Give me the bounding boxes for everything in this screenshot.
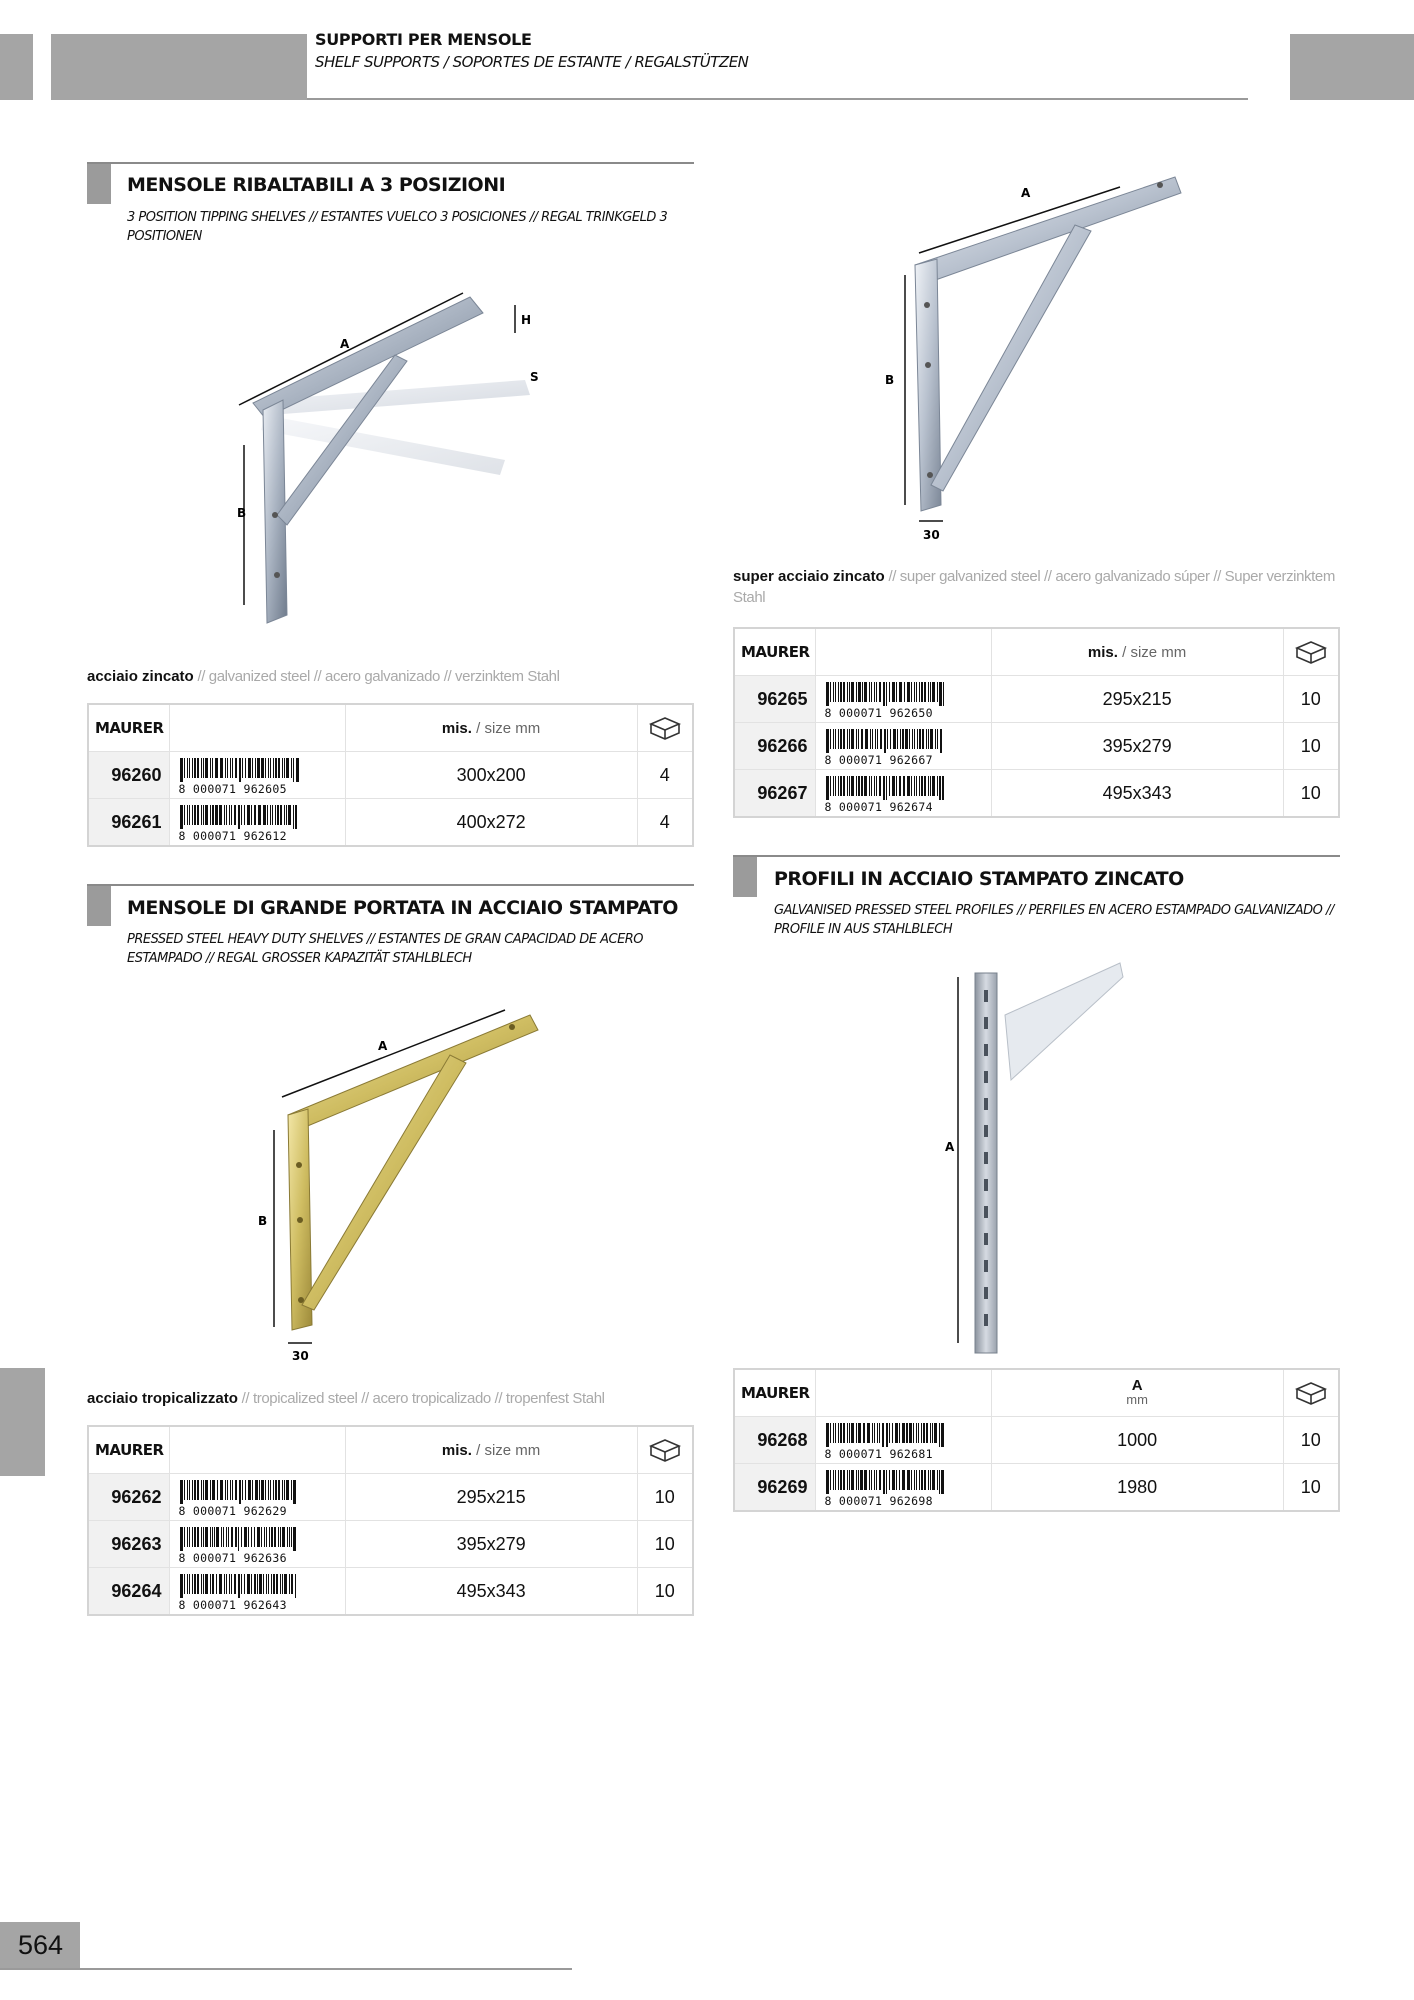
barcode-icon <box>180 1574 300 1598</box>
barcode <box>170 752 345 799</box>
barcode <box>816 1464 991 1512</box>
barcode-icon <box>180 1480 300 1504</box>
package-column-header <box>637 704 693 752</box>
package-box-icon <box>648 1437 682 1463</box>
package-quantity: 10 <box>1283 1464 1339 1512</box>
barcode <box>816 1417 991 1464</box>
right-edge-tab <box>1290 34 1414 100</box>
dim-label-s: S <box>530 370 539 384</box>
barcode <box>816 723 991 770</box>
section-marker <box>87 164 111 204</box>
length-column-header: A mm <box>991 1369 1283 1417</box>
section-marker <box>87 886 111 926</box>
dim-label-a: A <box>1021 186 1031 200</box>
table-row <box>88 799 693 847</box>
package-quantity: 10 <box>637 1568 693 1616</box>
barcode-icon <box>180 1527 300 1551</box>
super-galvanized-bracket-image <box>875 165 1205 550</box>
dim-label-h: H <box>521 313 532 327</box>
product-table <box>733 1368 1340 1512</box>
barcode <box>170 1474 345 1521</box>
product-code: 96268 <box>734 1417 816 1464</box>
product-size: 300x200 <box>345 752 637 799</box>
product-size: 395x279 <box>345 1521 637 1568</box>
section-title: MENSOLE DI GRANDE PORTATA IN ACCIAIO STAMPATO <box>127 897 678 919</box>
dim-label-b: B <box>237 506 247 520</box>
size-column-header: mis. / size mm <box>991 628 1283 676</box>
product-code: 96261 <box>88 799 170 847</box>
dim-label-30: 30 <box>292 1349 309 1363</box>
section-subtitle: PRESSED STEEL HEAVY DUTY SHELVES // ESTANTES DE GRAN CAPACIDAD DE ACERO ESTAMPADO // REGAL GROSSER KAPAZITÄT STAHLBLECH <box>127 932 644 966</box>
barcode <box>816 676 991 723</box>
product-size: 495x343 <box>345 1568 637 1616</box>
package-quantity: 10 <box>1283 770 1339 818</box>
section-rule <box>87 162 694 164</box>
dim-label-b: B <box>885 373 895 387</box>
product-length: 1980 <box>991 1464 1283 1512</box>
product-size: 295x215 <box>345 1474 637 1521</box>
product-code: 96267 <box>734 770 816 818</box>
section-marker <box>733 857 757 897</box>
dim-label-a: A <box>340 337 350 351</box>
table-row <box>734 770 1339 818</box>
table-row <box>734 1417 1339 1464</box>
package-box-icon <box>1294 1380 1328 1406</box>
barcode-icon <box>826 1470 946 1494</box>
product-code: 96264 <box>88 1568 170 1616</box>
table-row <box>734 723 1339 770</box>
table-row <box>734 676 1339 723</box>
package-quantity: 10 <box>1283 676 1339 723</box>
chapter-tab <box>0 1368 45 1476</box>
product-code: 96269 <box>734 1464 816 1512</box>
steel-profile-image <box>945 955 1125 1355</box>
dim-label-30: 30 <box>923 528 940 542</box>
page-header-title: SUPPORTI PER MENSOLE <box>315 30 532 49</box>
barcode <box>170 799 345 847</box>
product-size: 295x215 <box>991 676 1283 723</box>
product-code: 96265 <box>734 676 816 723</box>
header-gray-block <box>51 34 307 100</box>
page-number: 564 <box>18 1930 64 1960</box>
product-code: 96263 <box>88 1521 170 1568</box>
brand-logo: MAURER <box>88 1426 170 1474</box>
table-row <box>88 1568 693 1616</box>
product-size: 495x343 <box>991 770 1283 818</box>
footer-rule <box>0 1968 572 1970</box>
header-rule <box>307 98 1248 100</box>
size-column-header: mis. / size mm <box>345 1426 637 1474</box>
barcode-number: 8 000071 962605 <box>178 782 287 796</box>
section-subtitle: GALVANISED PRESSED STEEL PROFILES // PERFILES EN ACERO ESTAMPADO GALVANIZADO // PROFILE IN AUS STAHLBLECH <box>774 903 1334 937</box>
section-title: PROFILI IN ACCIAIO STAMPATO ZINCATO <box>774 868 1184 890</box>
barcode-number: 8 000071 962636 <box>178 1551 287 1565</box>
package-quantity: 10 <box>1283 1417 1339 1464</box>
product-code: 96266 <box>734 723 816 770</box>
barcode-icon <box>826 776 946 800</box>
barcode-icon <box>180 758 300 782</box>
brand-logo: MAURER <box>88 704 170 752</box>
barcode-number: 8 000071 962667 <box>824 753 933 767</box>
barcode-number: 8 000071 962629 <box>178 1504 287 1518</box>
brand-logo: MAURER <box>734 628 816 676</box>
barcode-number: 8 000071 962698 <box>824 1494 933 1508</box>
table-row <box>88 1474 693 1521</box>
barcode <box>170 1521 345 1568</box>
size-column-header: mis. / size mm <box>345 704 637 752</box>
barcode-icon <box>826 682 946 706</box>
page-header-subtitle: SHELF SUPPORTS / SOPORTES DE ESTANTE / REGALSTÜTZEN <box>315 53 749 71</box>
product-length: 1000 <box>991 1417 1283 1464</box>
package-column-header <box>1283 1369 1339 1417</box>
dim-label-a: A <box>378 1039 388 1053</box>
tropicalized-bracket-image <box>250 1005 550 1370</box>
material-line: acciaio tropicalizzato // tropicalized steel // acero tropicalizado // tropenfest Stahl <box>87 1390 605 1407</box>
product-table <box>733 627 1340 818</box>
product-code: 96260 <box>88 752 170 799</box>
material-line: acciaio zincato // galvanized steel // acero galvanizado // verzinktem Stahl <box>87 668 560 685</box>
package-column-header <box>1283 628 1339 676</box>
barcode-icon <box>826 729 946 753</box>
product-size: 395x279 <box>991 723 1283 770</box>
section-rule <box>733 855 1340 857</box>
product-size: 400x272 <box>345 799 637 847</box>
product-code: 96262 <box>88 1474 170 1521</box>
section-title: MENSOLE RIBALTABILI A 3 POSIZIONI <box>127 174 506 196</box>
section-rule <box>87 884 694 886</box>
table-row <box>88 752 693 799</box>
barcode <box>170 1568 345 1616</box>
barcode-number: 8 000071 962674 <box>824 800 933 814</box>
package-quantity: 10 <box>1283 723 1339 770</box>
barcode-icon <box>180 805 300 829</box>
barcode-number: 8 000071 962643 <box>178 1598 287 1612</box>
package-quantity: 4 <box>637 799 693 847</box>
dim-label-a: A <box>945 1140 955 1154</box>
product-table <box>87 1425 694 1616</box>
barcode <box>816 770 991 818</box>
package-column-header <box>637 1426 693 1474</box>
package-quantity: 10 <box>637 1474 693 1521</box>
brand-logo: MAURER <box>734 1369 816 1417</box>
barcode-icon <box>826 1423 946 1447</box>
tipping-bracket-image <box>225 285 555 630</box>
section-subtitle: 3 POSITION TIPPING SHELVES // ESTANTES VUELCO 3 POSICIONES // REGAL TRINKGELD 3 POSITIONEN <box>127 210 668 244</box>
package-box-icon <box>1294 639 1328 665</box>
table-row <box>88 1521 693 1568</box>
barcode-number: 8 000071 962612 <box>178 829 287 843</box>
left-edge-tab <box>0 34 33 100</box>
material-line: super acciaio zincato // super galvanized steel // acero galvanizado súper // Super verzinktem Stahl <box>733 568 1335 606</box>
table-row <box>734 1464 1339 1512</box>
barcode-number: 8 000071 962650 <box>824 706 933 720</box>
product-table <box>87 703 694 847</box>
package-box-icon <box>648 715 682 741</box>
dim-label-b: B <box>258 1214 268 1228</box>
barcode-number: 8 000071 962681 <box>824 1447 933 1461</box>
package-quantity: 4 <box>637 752 693 799</box>
package-quantity: 10 <box>637 1521 693 1568</box>
